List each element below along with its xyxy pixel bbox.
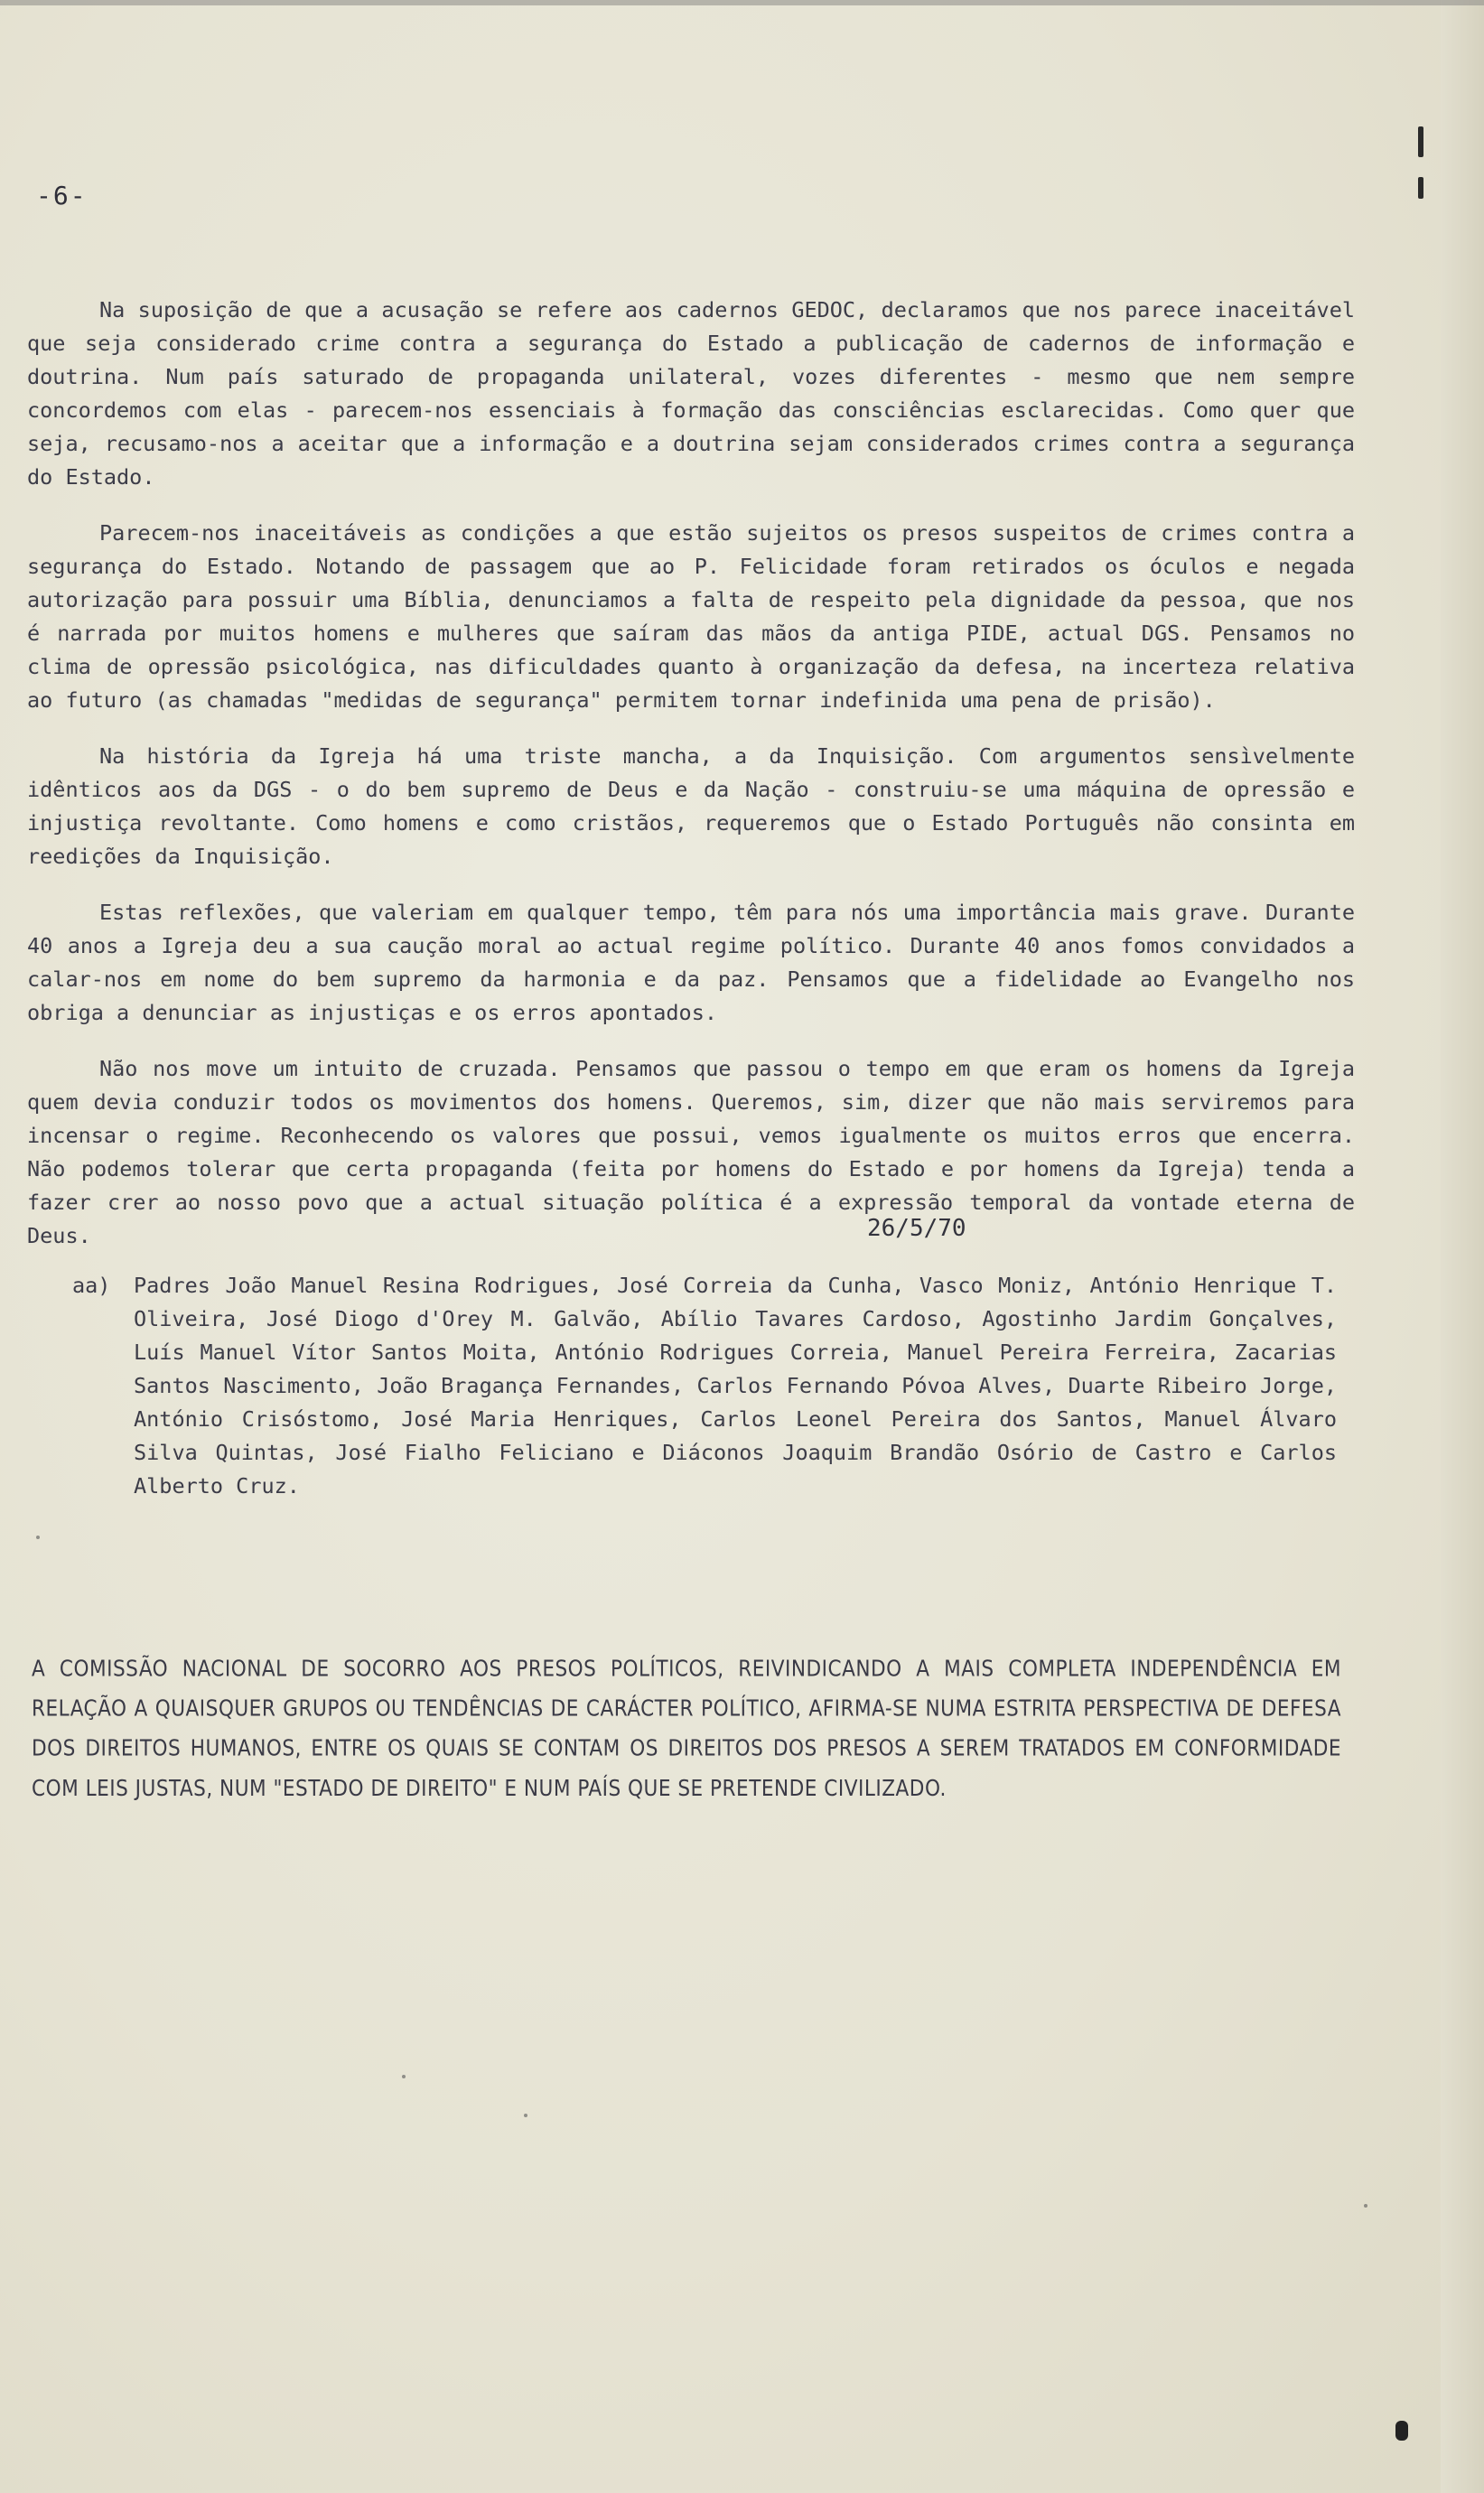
scan-speck (524, 2114, 527, 2117)
document-date: 26/5/70 (867, 1215, 966, 1242)
page-number: -6- (36, 181, 88, 210)
paragraph: Na história da Igreja há uma triste mancha, a da Inquisição. Com argumentos sensìvelmente idênticos aos da DGS - o do bem supremo de Deus e da Nação - construiu-se uma máquina de opressão e injustiça revoltante. Como homens e como cristãos, requeremos que o Estado Português não consinta em reedições da Inquisição. (27, 743, 1355, 869)
paragraph: Estas reflexões, que valeriam em qualquer tempo, têm para nós uma importância mais grave. Durante 40 anos a Igreja deu a sua caução moral ao actual regime político. Durante 40 anos fomos convidados a calar-nos em nome do bem supremo da harmonia e da paz. Pensamos que a fidelidade ao Evangelho nos obriga a denunciar as injustiças e os erros apontados. (27, 900, 1355, 1025)
signatures-prefix: aa) (72, 1273, 111, 1298)
top-scan-marks (0, 0, 1484, 27)
scan-speck (402, 2075, 406, 2078)
page-edge-shadow (1441, 0, 1484, 2493)
margin-mark (1418, 126, 1423, 157)
commission-statement: A COMISSÃO NACIONAL DE SOCORRO AOS PRESOS POLÍTICOS, REIVINDICANDO A MAIS COMPLETA INDEPENDÊNCIA EM RELAÇÃO A QUAISQUER GRUPOS OU TENDÊNCIAS DE CARÁCTER POLÍTICO, AFIRMA-SE NUMA ESTRITA PERSPECTIVA DE DEFESA DOS DIREITOS HUMANOS, ENTRE OS QUAIS SE CONTAM OS DIREITOS DOS PRESOS A SEREM TRATADOS EM CONFORMIDADE COM LEIS JUSTAS, NUM "ESTADO DE DIREITO" E NUM PAÍS QUE SE PRETENDE CIVILIZADO. (32, 1655, 1341, 1802)
signatures-list: Padres João Manuel Resina Rodrigues, José Correia da Cunha, Vasco Moniz, António Henrique T. Oliveira, José Diogo d'Orey M. Galvão, Abílio Tavares Cardoso, Agostinho Jardim Gonçalves, Luís Manuel Vítor Santos Moita, António Rodrigues Correia, Manuel Pereira Ferreira, Zacarias Santos Nascimento, João Bragança Fernandes, Carlos Fernando Póvoa Alves, Duarte Ribeiro Jorge, António Crisóstomo, José Maria Henriques, Carlos Leonel Pereira dos Santos, Manuel Álvaro Silva Quintas, José Fialho Feliciano e Diáconos Joaquim Brandão Osório de Castro e Carlos Alberto Cruz. (134, 1273, 1337, 1499)
paragraph: Na suposição de que a acusação se refere aos cadernos GEDOC, declaramos que nos parece inaceitável que seja considerado crime contra a segurança do Estado a publicação de cadernos de informação e doutrina. Num país saturado de propaganda unilateral, vozes diferentes - mesmo que nem sempre concordemos com elas - parecem-nos essenciais à formação das consciências esclarecidas. Como quer que seja, recusamo-nos a aceitar que a informação e a doutrina sejam considerados crimes contra a segurança do Estado. (27, 297, 1355, 490)
paragraph: Parecem-nos inaceitáveis as condições a que estão sujeitos os presos suspeitos de crimes contra a segurança do Estado. Notando de passagem que ao P. Felicidade foram retirados os óculos e negada autorização para possuir uma Bíblia, denunciamos a falta de respeito pela dignidade da pessoa, que nos é narrada por muitos homens e mulheres que saíram das mãos da antiga PIDE, actual DGS. Pensamos no clima de opressão psicológica, nas dificuldades quanto à organização da defesa, na incerteza relativa ao futuro (as chamadas "medidas de segurança" permitem tornar indefinida uma pena de prisão). (27, 520, 1355, 713)
signatures-block (72, 1269, 1337, 1503)
scan-speck (1364, 2204, 1367, 2208)
margin-mark (1418, 177, 1423, 199)
scan-speck (36, 1536, 40, 1539)
paragraph: Não nos move um intuito de cruzada. Pensamos que passou o tempo em que eram os homens da Igreja quem devia conduzir todos os movimentos dos homens. Queremos, sim, dizer que não mais serviremos para incensar o regime. Reconhecendo os valores que possui, vemos igualmente os muitos erros que encerra. Não podemos tolerar que certa propaganda (feita por homens do Estado e por homens da Igreja) tenda a fazer crer ao nosso povo que a actual situação política é a expressão temporal da vontade eterna de Deus. (27, 1056, 1355, 1248)
letter-body (27, 294, 1355, 1275)
punch-hole-mark (1395, 2421, 1408, 2441)
